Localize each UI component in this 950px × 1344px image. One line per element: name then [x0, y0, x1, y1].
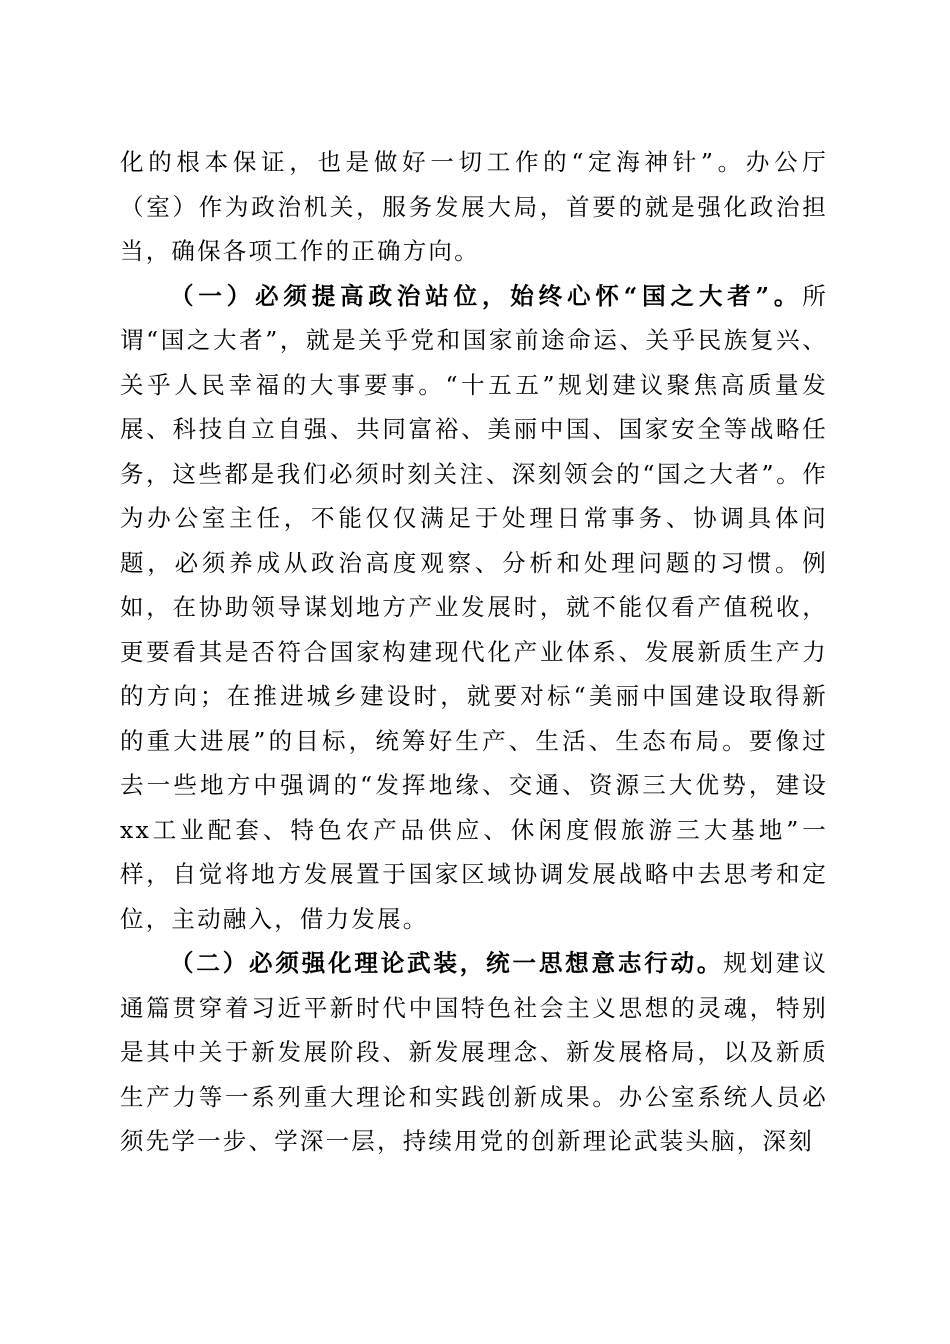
section-heading-1: （一）必须提高政治站位，始终心怀“国之大者”。 [170, 281, 803, 310]
paragraph-text: 化的根本保证，也是做好一切工作的“定海神针”。办公厅（室）作为政治机关，服务发展大局，首要的就是强化政治担当，确保各项工作的正确方向。 [120, 148, 828, 265]
document-body [120, 140, 828, 1164]
paragraph-section-1 [120, 274, 828, 942]
section-heading-2: （二）必须强化理论武装，统一思想意志行动。 [170, 949, 724, 977]
paragraph-text: 所谓“国之大者”，就是关乎党和国家前途命运、关乎民族复兴、关乎人民幸福的大事要事。“十五五”规划建议聚焦高质量发展、科技自立自强、共同富裕、美丽中国、国家安全等战略任务，这些都是我们必须时刻关注、深刻领会的“国之大者”。作为办公室主任，不能仅仅满足于处理日常事务、协调具体问题，必须养成从政治高度观察、分析和处理问题的习惯。例如，在协助领导谋划地方产业发展时，就不能仅看产值税收，更要看其是否符合国家构建现代化产业体系、发展新质生产力的方向；在推进城乡建设时，就要对标“美丽中国建设取得新的重大进展”的目标，统筹好生产、生活、生态布局。要像过去一些地方中强调的“发挥地缘、交通、资源三大优势，建设xx工业配套、特色农产品供应、休闲度假旅游三大基地”一样，自觉将地方发展置于国家区域协调发展战略中去思考和定位，主动融入，借力发展。 [120, 281, 828, 933]
paragraph-section-2 [120, 941, 828, 1164]
paragraph-text: 规划建议通篇贯穿着习近平新时代中国特色社会主义思想的灵魂，特别是其中关于新发展阶段、新发展理念、新发展格局，以及新质生产力等一系列重大理论和实践创新成果。办公室系统人员必须先学一步、学深一层，持续用党的创新理论武装头脑，深刻 [120, 949, 828, 1155]
paragraph-continuation [120, 140, 828, 274]
